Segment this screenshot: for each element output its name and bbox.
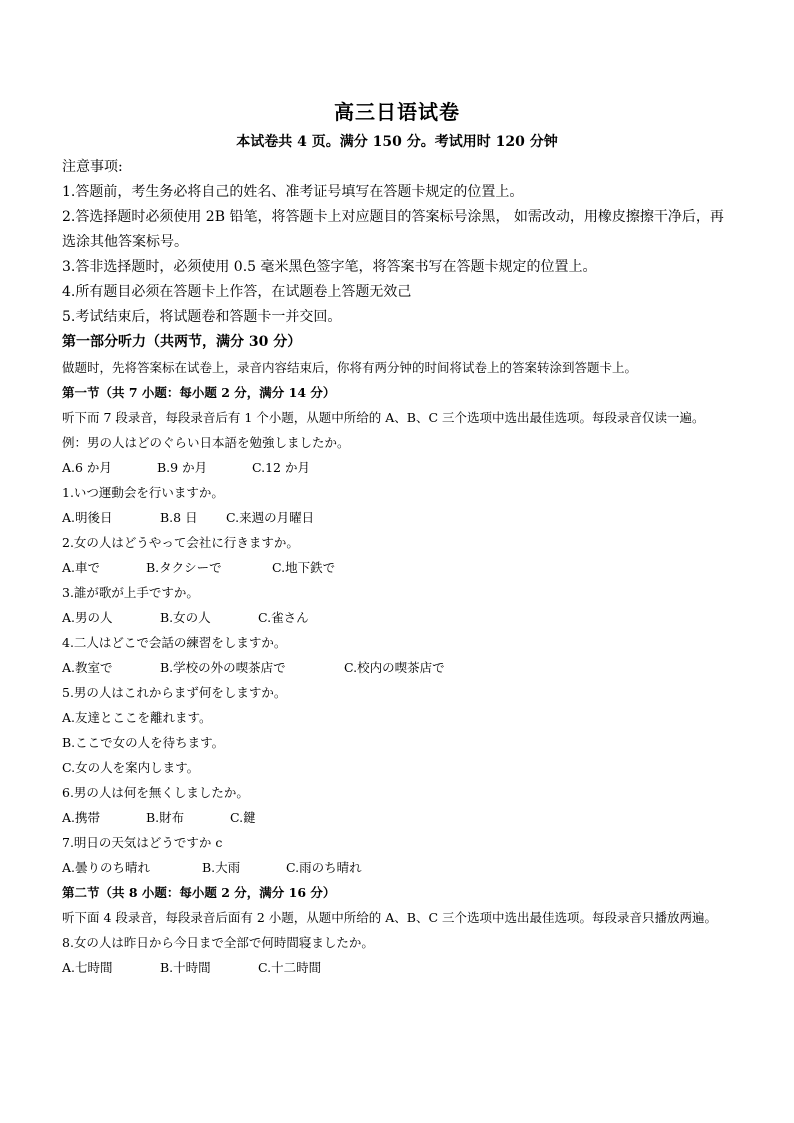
notice-item: 3.答非选择题时，必须使用 0.5 毫米黑色签字笔，将答案书写在答题卡规定的位置上。 <box>62 259 597 275</box>
option-a: A.明後日 <box>62 510 113 525</box>
section2-instruction: 听下面 4 段录音，每段录音后面有 2 小题，从题中所给的 A、B、C 三个选项中选出最佳选项。每段录音只播放两遍。 <box>62 910 718 925</box>
question-8-options <box>62 955 734 980</box>
option-a: A.6 か月 <box>62 460 112 475</box>
exam-subtitle: 本试卷共 4 页。满分 150 分。考试用时 120 分钟 <box>236 134 558 150</box>
option-c: C.鍵 <box>230 810 256 825</box>
notice-item: 1.答题前，考生务必将自己的姓名、准考证号填写在答题卡规定的位置上。 <box>62 184 524 200</box>
question-1: 1.いつ運動会を行いますか。 <box>62 485 224 500</box>
question-2: 2.女の人はどうやって会社に行きますか。 <box>62 535 299 550</box>
option-c: C.雀さん <box>258 610 309 625</box>
question-4-options <box>62 655 734 680</box>
option-c: C.12 か月 <box>252 460 310 475</box>
option-b: B.8 日 <box>160 510 198 525</box>
question-8: 8.女の人は昨日から今日まで全部で何時間寝ましたか。 <box>62 935 374 950</box>
question-3: 3.誰が歌が上手ですか。 <box>62 585 199 600</box>
question-1-options <box>62 505 734 530</box>
option-b: B.9 か月 <box>157 460 208 475</box>
option-c: C.校内の喫茶店で <box>344 660 445 675</box>
option-b: B.大雨 <box>202 860 241 875</box>
option-a: A.携帯 <box>62 810 101 825</box>
exam-body <box>62 155 734 980</box>
option-b: B.タクシーで <box>146 560 222 575</box>
exam-title: 高三日语试卷 <box>334 100 460 124</box>
question-7-options <box>62 855 734 880</box>
question-3-options <box>62 605 734 630</box>
option-c: C.十二時間 <box>258 960 322 975</box>
question-5-option-a: A.友達とここを離れます。 <box>62 710 212 725</box>
example-options <box>62 455 734 480</box>
question-4: 4.二人はどこで会話の練習をしますか。 <box>62 635 287 650</box>
option-c: C.地下鉄で <box>272 560 336 575</box>
option-a: A.七時間 <box>62 960 113 975</box>
option-a: A.教室で <box>62 660 113 675</box>
notice-item: 5.考试结束后，将试题卷和答题卡一并交回。 <box>62 309 342 325</box>
question-6-options <box>62 805 734 830</box>
part1-heading: 第一部分听力（共两节，满分 30 分） <box>62 334 302 350</box>
option-c: C.雨のち晴れ <box>286 860 362 875</box>
option-b: B.財布 <box>146 810 185 825</box>
question-5-option-c: C.女の人を案内します。 <box>62 760 200 775</box>
question-5: 5.男の人はこれからまず何をしますか。 <box>62 685 287 700</box>
option-b: B.女の人 <box>160 610 211 625</box>
option-a: A.男の人 <box>62 610 113 625</box>
section1-instruction: 听下而 7 段录音，每段录音后有 1 个小题，从题中所给的 A、B、C 三个选项中选出最佳选项。每段录音仅读一遍。 <box>62 410 705 425</box>
example-question: 例：男の人はどのぐらい日本語を勉強しましたか。 <box>62 435 350 450</box>
option-c: C.来週の月曜日 <box>226 510 315 525</box>
question-6: 6.男の人は何を無くしましたか。 <box>62 785 249 800</box>
question-7: 7.明日の天気はどうですか c <box>62 835 223 850</box>
notice-item: 4.所有题目必须在答题卡上作答，在试题卷上答题无效己 <box>62 284 412 300</box>
section2-heading: 第二节（共 8 小题：每小题 2 分，满分 16 分） <box>62 885 336 900</box>
option-a: A.車で <box>62 560 101 575</box>
section1-heading: 第一节（共 7 小题：每小题 2 分，满分 14 分） <box>62 385 336 400</box>
part1-instruction: 做题时，先将答案标在试卷上，录音内容结束后，你将有两分钟的时间将试卷上的答案转涂到答题卡上。 <box>62 360 638 375</box>
option-b: B.十時間 <box>160 960 211 975</box>
option-a: A.曇りのち晴れ <box>62 860 151 875</box>
option-b: B.学校の外の喫茶店で <box>160 660 286 675</box>
notice-item: 2.答选择题时必须使用 2B 铅笔，将答题卡上对应题目的答案标号涂黑， 如需改动，用橡皮擦擦干净后，再选涂其他答案标号。 <box>62 209 724 250</box>
question-5-option-b: B.ここで女の人を待ちます。 <box>62 735 225 750</box>
question-2-options <box>62 555 734 580</box>
notice-heading: 注意事项: <box>62 159 123 175</box>
